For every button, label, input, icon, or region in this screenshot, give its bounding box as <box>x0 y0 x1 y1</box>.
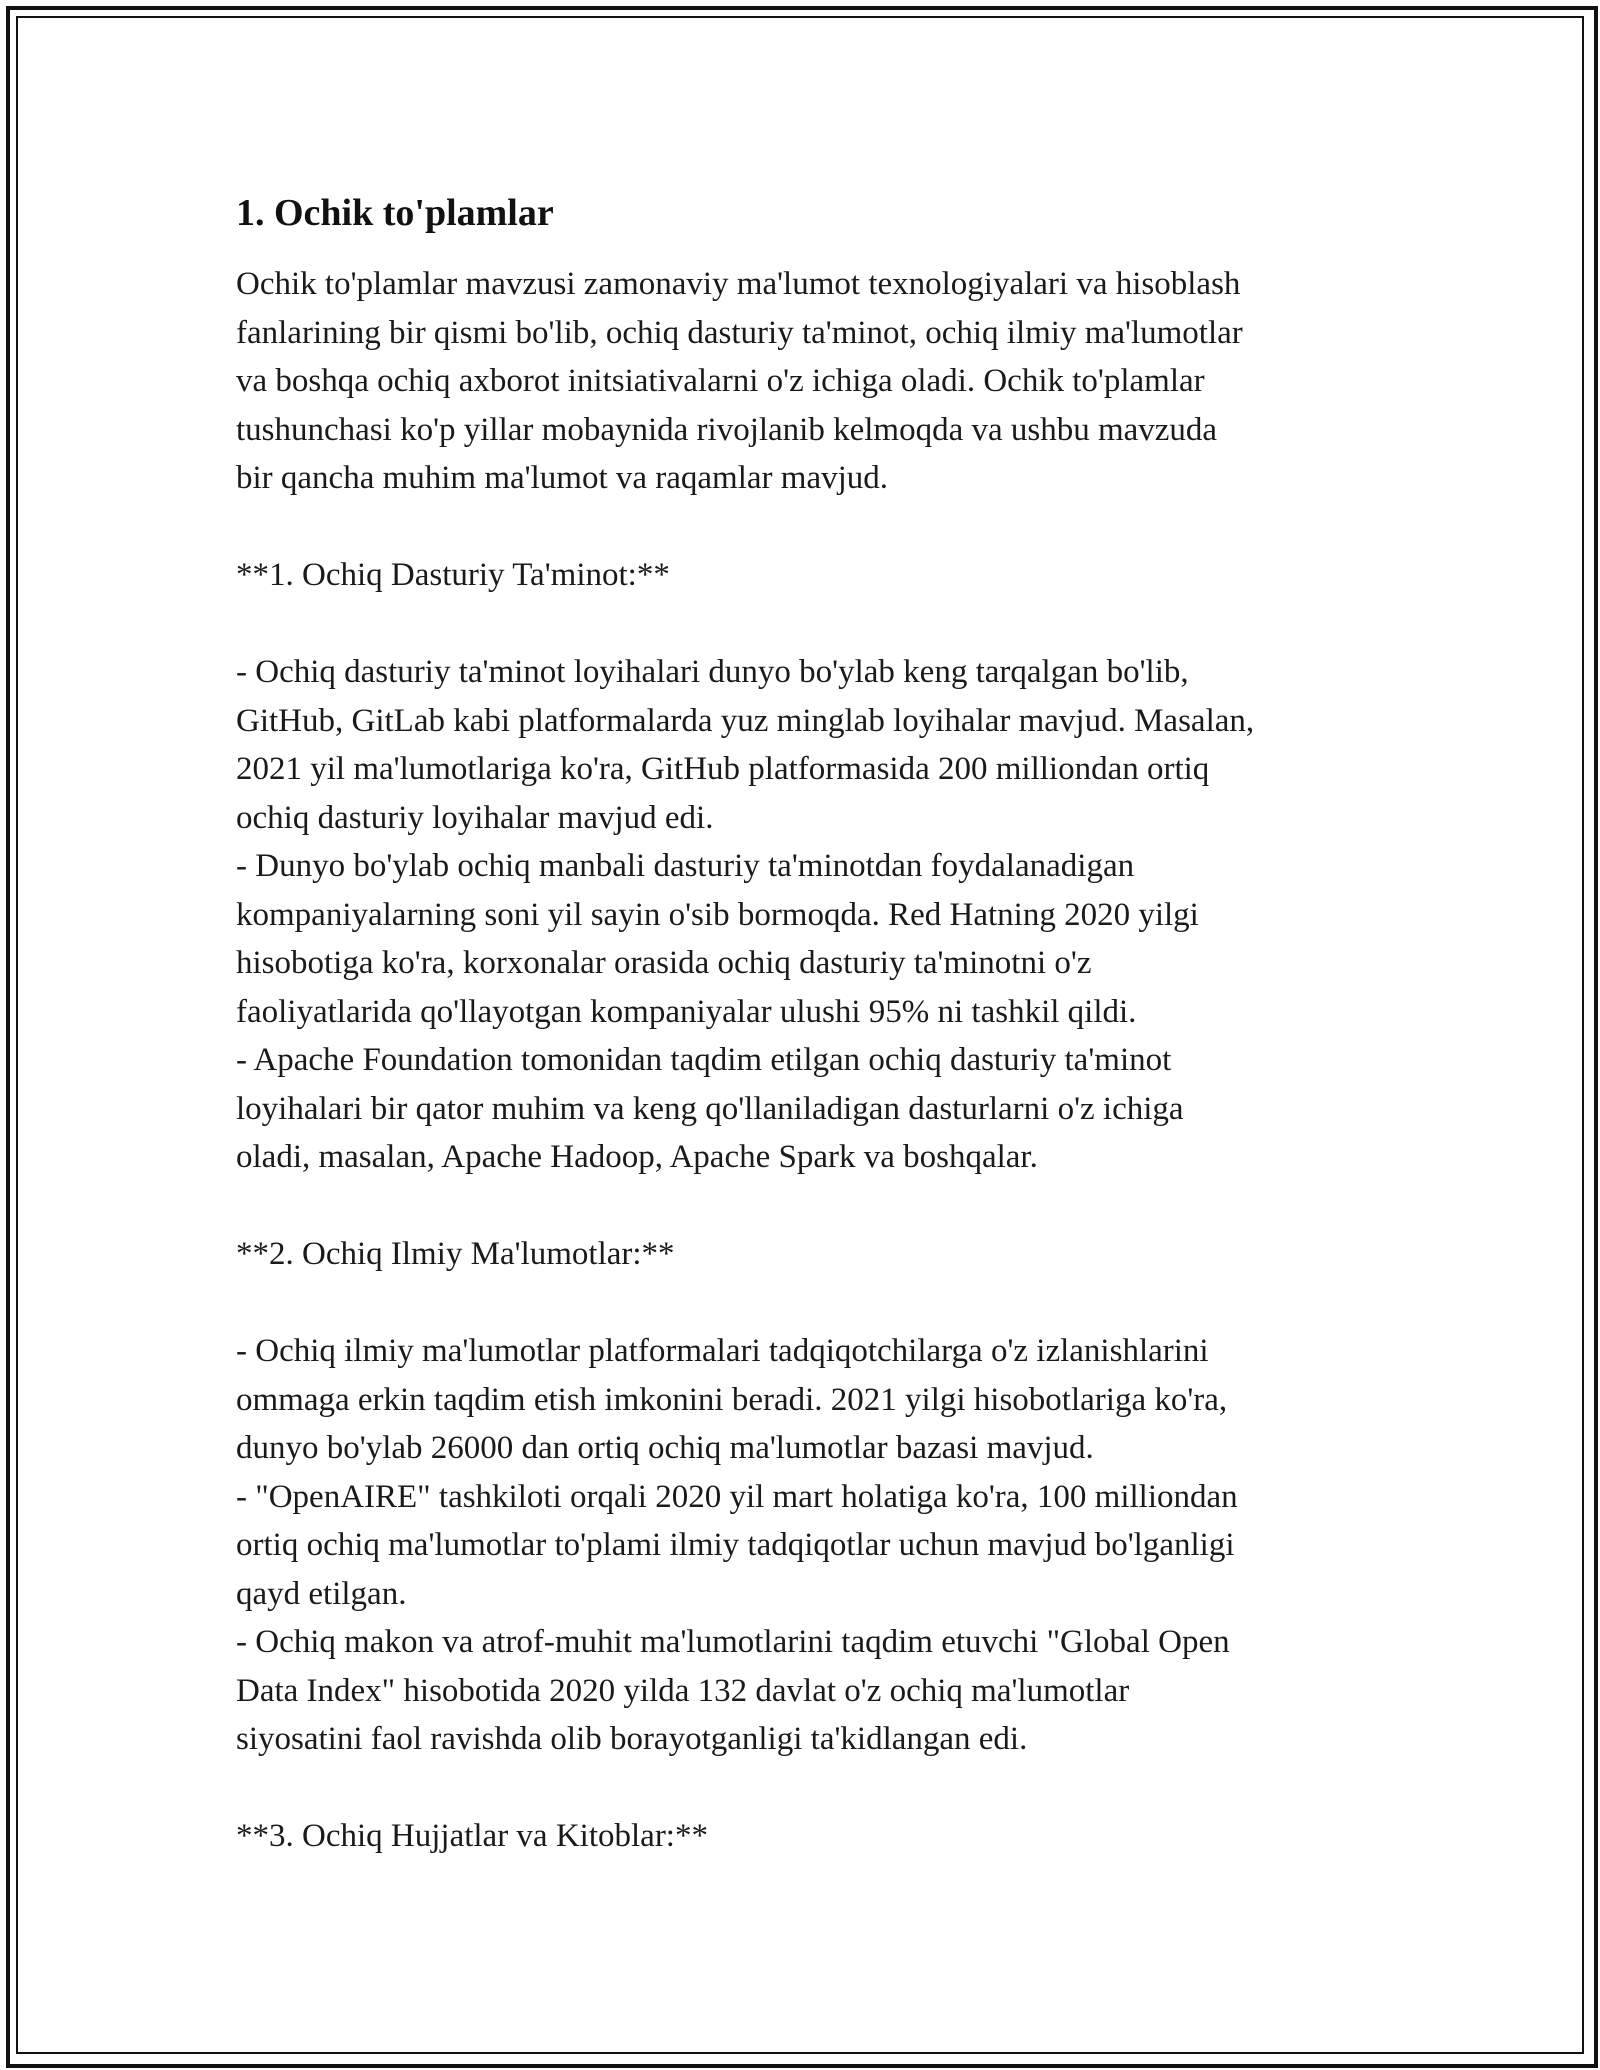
text-line: tushunchasi ko'p yillar mobaynida rivojlanib kelmoqda va ushbu mavzuda <box>236 411 1218 448</box>
section-title-2 <box>236 1230 1376 1279</box>
text-line: qayd etilgan. <box>236 1575 407 1612</box>
text-line: va boshqa ochiq axborot initsiativalarni o'z ichiga oladi. Ochik to'plamlar <box>236 363 1205 399</box>
document-heading: 1. Ochik to'plamlar <box>236 192 554 234</box>
section-title: **3. Ochiq Hujjatlar va Kitoblar:** <box>236 1818 708 1854</box>
section-title: **1. Ochiq Dasturiy Ta'minot:** <box>236 557 670 593</box>
text-line: ortiq ochiq ma'lumotlar to'plami ilmiy tadqiqotlar uchun mavjud bo'lganligi <box>236 1527 1235 1563</box>
text-line: - Dunyo bo'ylab ochiq manbali dasturiy ta'minotdan foydalanadigan <box>236 848 1135 884</box>
text-line: fanlarining bir qismi bo'lib, ochiq dasturiy ta'minot, ochiq ilmiy ma'lumotlar <box>236 314 1243 351</box>
text-line: - "OpenAIRE" tashkiloti orqali 2020 yil mart holatiga ko'ra, 100 milliondan <box>236 1478 1238 1515</box>
text-line: 2021 yil ma'lumotlariga ko'ra, GitHub platformasida 200 milliondan ortiq <box>236 751 1210 787</box>
text-line: ommaga erkin taqdim etish imkonini beradi. 2021 yilgi hisobotlariga ko'ra, <box>236 1381 1228 1418</box>
text-line: siyosatini faol ravishda olib borayotganligi ta'kidlangan edi. <box>236 1721 1028 1757</box>
section-body-2 <box>236 1327 1376 1764</box>
intro-paragraph <box>236 260 1376 503</box>
text-line: Ochik to'plamlar mavzusi zamonaviy ma'lumot texnologiyalari va hisoblash <box>236 266 1241 302</box>
section-title: **2. Ochiq Ilmiy Ma'lumotlar:** <box>236 1236 675 1272</box>
text-line: Data Index" hisobotida 2020 yilda 132 davlat o'z ochiq ma'lumotlar <box>236 1672 1130 1709</box>
text-line: GitHub, GitLab kabi platformalarda yuz minglab loyihalar mavjud. Masalan, <box>236 702 1255 739</box>
text-line: kompaniyalarning soni yil sayin o'sib bormoqda. Red Hatning 2020 yilgi <box>236 896 1199 933</box>
text-line: ochiq dasturiy loyihalar mavjud edi. <box>236 799 714 836</box>
text-line: - Apache Foundation tomonidan taqdim etilgan ochiq dasturiy ta'minot <box>236 1042 1172 1078</box>
text-line: - Ochiq makon va atrof-muhit ma'lumotlarini taqdim etuvchi "Global Open <box>236 1624 1230 1660</box>
text-line: hisobotiga ko'ra, korxonalar orasida ochiq dasturiy ta'minotni o'z <box>236 945 1092 981</box>
section-title-1 <box>236 551 1376 600</box>
text-line: oladi, masalan, Apache Hadoop, Apache Spark va boshqalar. <box>236 1139 1038 1175</box>
document-body <box>236 188 1376 1861</box>
text-line: dunyo bo'ylab 26000 dan ortiq ochiq ma'lumotlar bazasi mavjud. <box>236 1430 1094 1466</box>
text-line: bir qancha muhim ma'lumot va raqamlar mavjud. <box>236 460 889 496</box>
section-title-3 <box>236 1812 1376 1861</box>
text-line: - Ochiq dasturiy ta'minot loyihalari dunyo bo'ylab keng tarqalgan bo'lib, <box>236 654 1189 690</box>
text-line: - Ochiq ilmiy ma'lumotlar platformalari tadqiqotchilarga o'z izlanishlarini <box>236 1333 1209 1369</box>
text-line: loyihalari bir qator muhim va keng qo'llaniladigan dasturlarni o'z ichiga <box>236 1090 1184 1127</box>
section-body-1 <box>236 648 1376 1182</box>
text-line: faoliyatlarida qo'llayotgan kompaniyalar ulushi 95% ni tashkil qildi. <box>236 993 1137 1030</box>
